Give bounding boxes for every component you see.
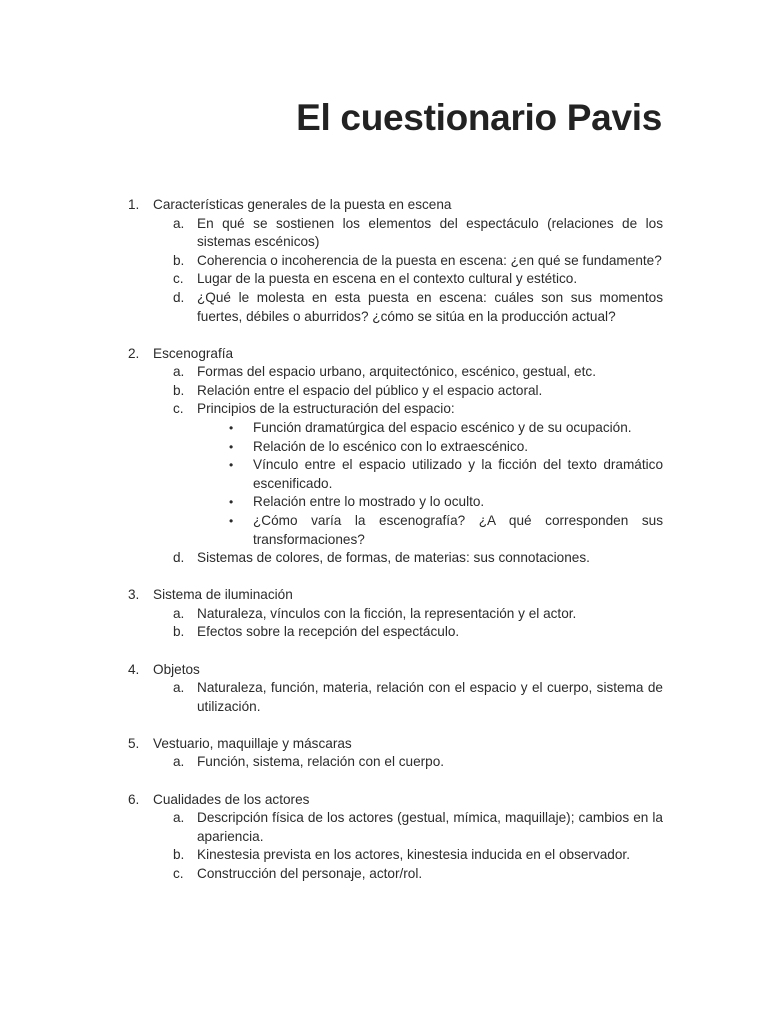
bullet-text: Vínculo entre el espacio utilizado y la ficción del texto dramático escenificado.	[253, 457, 663, 491]
page-title: El cuestionario Pavis	[296, 97, 662, 138]
item-text: En qué se sostienen los elementos del espectáculo (relaciones de los sistemas escénicos)	[197, 215, 663, 250]
item-marker: b.	[173, 624, 185, 640]
bullet-icon: •	[229, 514, 234, 528]
list-item	[173, 605, 663, 624]
section-number: 2.	[128, 345, 140, 361]
list-item	[173, 623, 663, 642]
item-text: Sistemas de colores, de formas, de materias: sus connotaciones.	[197, 550, 590, 566]
item-text: Principios de la estructuración del espacio:	[197, 401, 455, 417]
item-text: Naturaleza, vínculos con la ficción, la representación y el actor.	[197, 605, 577, 621]
list-item	[173, 400, 663, 419]
item-marker: a.	[173, 810, 185, 826]
list-item	[173, 252, 663, 271]
item-text: Coherencia o incoherencia de la puesta en escena: ¿en qué se fundamente?	[197, 252, 662, 268]
section-number: 4.	[128, 661, 140, 677]
item-marker: d.	[173, 289, 185, 305]
item-text: Kinestesia prevista en los actores, kinestesia inducida en el observador.	[197, 847, 630, 863]
bullet-item	[229, 512, 663, 549]
section-number: 3.	[128, 587, 140, 603]
section-title: Escenografía	[153, 345, 234, 361]
bullet-icon: •	[229, 439, 234, 454]
item-marker: d.	[173, 550, 185, 566]
list-item	[173, 270, 663, 289]
section-heading	[128, 586, 663, 605]
section-heading	[128, 345, 663, 364]
item-marker: c.	[173, 401, 184, 417]
section-heading	[128, 791, 663, 810]
section	[128, 791, 663, 884]
section-title: Sistema de iluminación	[153, 587, 293, 603]
item-text: Relación entre el espacio del público y el espacio actoral.	[197, 382, 543, 398]
bullet-item	[229, 419, 663, 438]
item-text: Lugar de la puesta en escena en el contexto cultural y estético.	[197, 271, 578, 287]
item-marker: b.	[173, 382, 185, 398]
list-item	[173, 865, 663, 884]
item-marker: a.	[173, 605, 185, 621]
bullet-item	[229, 456, 663, 493]
item-marker: c.	[173, 865, 184, 881]
section-heading	[128, 735, 663, 754]
section-number: 6.	[128, 791, 140, 807]
section	[128, 735, 663, 772]
item-text: Formas del espacio urbano, arquitectónico, escénico, gestual, etc.	[197, 364, 596, 380]
item-marker: a.	[173, 680, 185, 696]
section	[128, 196, 663, 326]
item-marker: b.	[173, 847, 185, 863]
item-marker: a.	[173, 215, 185, 231]
section	[128, 586, 663, 642]
section-number: 5.	[128, 735, 140, 751]
bullet-item	[229, 438, 663, 457]
bullet-text: Relación entre lo mostrado y lo oculto.	[253, 494, 485, 510]
item-marker: a.	[173, 754, 185, 770]
section-title: Objetos	[153, 661, 200, 677]
list-item	[173, 289, 663, 326]
list-item	[173, 215, 663, 252]
item-text: Efectos sobre la recepción del espectáculo.	[197, 624, 460, 640]
bullet-item	[229, 493, 663, 512]
item-text: Función, sistema, relación con el cuerpo.	[197, 754, 445, 770]
bullet-text: Función dramatúrgica del espacio escénico y de su ocupación.	[253, 420, 632, 436]
item-text: Descripción física de los actores (gestual, mímica, maquillaje); cambios en la apariencia.	[197, 810, 663, 844]
questionnaire	[128, 196, 663, 902]
bullet-icon: •	[229, 421, 234, 436]
bullet-icon: •	[229, 495, 234, 510]
item-text: Construcción del personaje, actor/rol.	[197, 865, 423, 881]
section-title: Vestuario, maquillaje y máscaras	[153, 735, 352, 751]
section	[128, 345, 663, 568]
item-marker: c.	[173, 271, 184, 287]
bullet-text: Relación de lo escénico con lo extraescénico.	[253, 438, 529, 454]
section-title: Características generales de la puesta en escena	[153, 197, 452, 212]
section-number: 1.	[128, 197, 140, 212]
list-item	[173, 846, 663, 865]
list-item	[173, 753, 663, 772]
list-item	[173, 809, 663, 846]
item-text: Naturaleza, función, materia, relación con el espacio y el cuerpo, sistema de utilización.	[197, 680, 663, 714]
section	[128, 661, 663, 717]
item-marker: b.	[173, 252, 185, 268]
list-item	[173, 679, 663, 716]
section-heading	[128, 196, 663, 215]
list-item	[173, 382, 663, 401]
bullet-icon: •	[229, 458, 234, 473]
section-title: Cualidades de los actores	[153, 791, 310, 807]
list-item	[173, 549, 663, 568]
section-heading	[128, 661, 663, 680]
list-item	[173, 363, 663, 382]
item-marker: a.	[173, 364, 185, 380]
item-text: ¿Qué le molesta en esta puesta en escena: cuáles son sus momentos fuertes, débiles o aburridos? ¿cómo se sitúa en la producción actual?	[197, 289, 663, 324]
bullet-text: ¿Cómo varía la escenografía? ¿A qué corresponden sus transformaciones?	[253, 513, 663, 547]
